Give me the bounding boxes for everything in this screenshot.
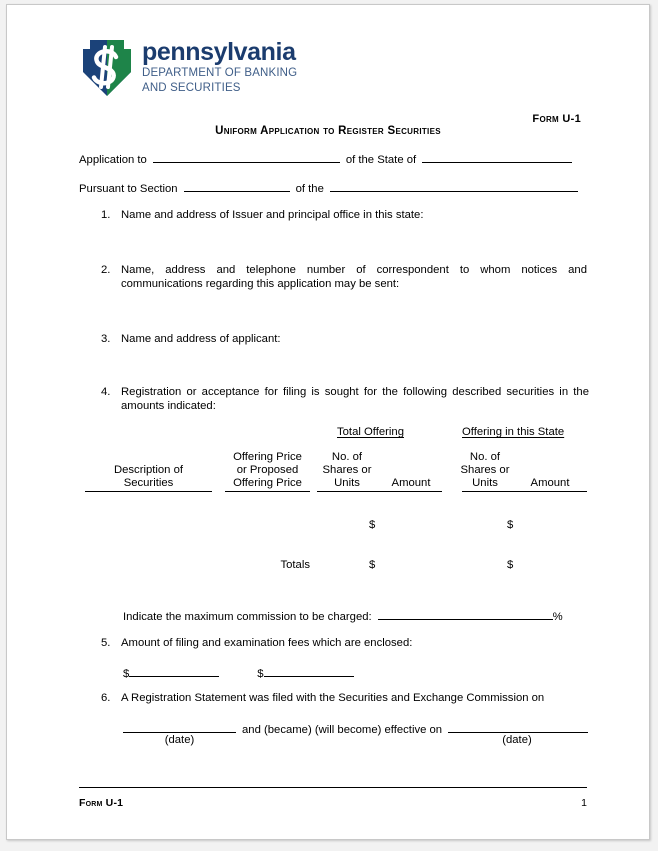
logo-wordmark: pennsylvania [142, 38, 296, 66]
commission-row [123, 607, 563, 624]
footer-page-number: 1 [581, 797, 587, 809]
of-the-label: of the [295, 183, 324, 195]
table-col-header-offering-price [225, 451, 310, 490]
document-body [7, 5, 650, 840]
document-page [6, 4, 650, 840]
item-6-text: A Registration Statement was filed with the Securities and Exchange Commission on [121, 692, 545, 704]
table-col-header-total-units [316, 451, 378, 490]
item-6 [101, 691, 601, 705]
table-col-header-total-units-line-3: Units [334, 477, 360, 489]
table-col-header-offering-price-line-3: Offering Price [233, 477, 302, 489]
became-effective-label: and (became) (will become) effective on [242, 724, 443, 736]
effective-date-input[interactable] [448, 720, 588, 733]
fee-2-input[interactable] [264, 664, 354, 677]
fee-1-input[interactable] [129, 664, 219, 677]
filed-date-caption: (date) [164, 734, 195, 746]
table-col-header-offering-price-line-2: or Proposed [236, 464, 299, 476]
item-4 [101, 385, 591, 413]
table-col-header-description-line-1: Description of [113, 464, 184, 476]
item-2-number: 2. [101, 264, 111, 276]
table-group-header-offering-in-this-state: Offering in this State [462, 426, 565, 438]
pursuant-to-section-row [79, 179, 578, 196]
commission-percent-sign: % [552, 611, 563, 623]
item-6-number: 6. [101, 692, 111, 704]
logo-department-line-2: AND SECURITIES [142, 82, 241, 94]
section-input[interactable] [184, 179, 290, 192]
item-5-number: 5. [101, 637, 111, 649]
table-col-header-total-units-line-2: Shares or [322, 464, 372, 476]
act-input[interactable] [330, 179, 578, 192]
table-col-header-total-units-line-1: No. of [331, 451, 363, 463]
item-4-number: 4. [101, 386, 111, 398]
table-rule-offering-in-this-state [462, 491, 587, 492]
table-col-header-description [85, 464, 212, 490]
pursuant-to-section-label: Pursuant to Section [79, 183, 178, 195]
footer-form-id: Form U-1 [79, 797, 124, 809]
item-1 [101, 208, 589, 222]
table-totals-label: Totals [280, 559, 310, 571]
table-rule-offering-price [225, 491, 310, 492]
table-col-header-state-units-line-3: Units [472, 477, 498, 489]
fee-1-currency-symbol: $ [123, 668, 130, 680]
fees-row [123, 664, 354, 681]
application-to-label: Application to [79, 154, 147, 166]
item-2 [101, 263, 589, 291]
table-totals-state-amount-currency-symbol: $ [507, 559, 514, 571]
item-1-text: Name and address of Issuer and principal office in this state: [121, 209, 424, 221]
item-4-text: Registration or acceptance for filing is sought for the following described securities in the amounts indicated: [121, 386, 589, 412]
logo-department-line-1: DEPARTMENT OF BANKING [142, 67, 298, 79]
item-5 [101, 636, 589, 650]
filed-date-input[interactable] [123, 720, 236, 733]
page-title: Uniform Application to Register Securities [215, 125, 441, 137]
table-rule-description [85, 491, 212, 492]
application-to-input[interactable] [153, 150, 340, 163]
item-1-number: 1. [101, 209, 111, 221]
application-to-row [79, 150, 572, 167]
item-3 [101, 332, 589, 346]
commission-input[interactable] [378, 607, 553, 620]
fee-2-currency-symbol: $ [257, 668, 264, 680]
item-2-text: Name, address and telephone number of correspondent to whom notices and communications regarding this application may be sent: [121, 264, 587, 290]
effective-date-caption: (date) [502, 734, 532, 746]
table-rule-total-offering [317, 491, 442, 492]
table-row-total-amount-currency-symbol: $ [369, 519, 376, 531]
table-col-header-description-line-2: Securities [123, 477, 174, 489]
form-id-header: Form U-1 [532, 113, 581, 125]
commission-label: Indicate the maximum commission to be charged: [123, 611, 372, 623]
table-col-header-state-units-line-2: Shares or [460, 464, 510, 476]
item-5-text: Amount of filing and examination fees which are enclosed: [121, 637, 413, 649]
table-totals-total-amount-currency-symbol: $ [369, 559, 376, 571]
table-group-header-total-offering: Total Offering [337, 426, 404, 438]
item-3-number: 3. [101, 333, 111, 345]
of-the-state-of-label: of the State of [345, 154, 417, 166]
footer-divider [79, 787, 587, 788]
table-col-header-total-amount: Amount [391, 477, 431, 489]
table-col-header-offering-price-line-1: Offering Price [233, 451, 302, 463]
table-row-state-amount-currency-symbol: $ [507, 519, 514, 531]
state-input[interactable] [422, 150, 572, 163]
item-3-text: Name and address of applicant: [121, 333, 281, 345]
table-col-header-state-amount: Amount [530, 477, 570, 489]
table-col-header-state-units [454, 451, 516, 490]
table-col-header-state-units-line-1: No. of [469, 451, 501, 463]
